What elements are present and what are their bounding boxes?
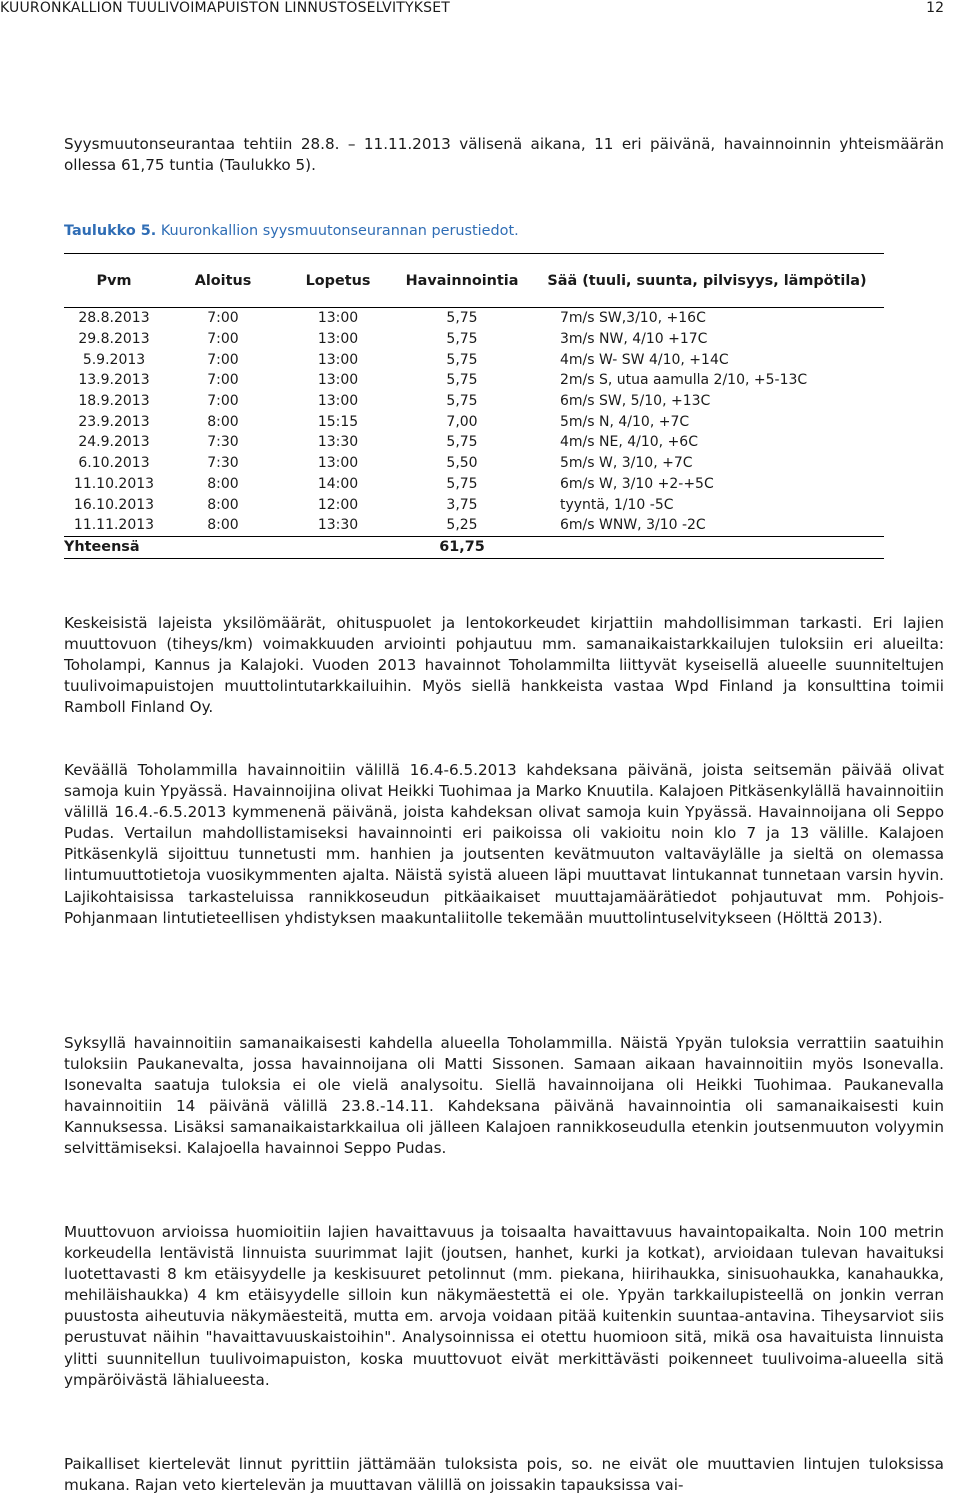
table-row xyxy=(64,411,884,432)
cell-weather: 2m/s S, utua aamulla 2/10, +5-13C xyxy=(560,372,808,389)
cell-weather: 6m/s WNW, 3/10 -2C xyxy=(560,517,706,534)
cell-end: 13:00 xyxy=(317,372,359,389)
col-header-start: Aloitus xyxy=(194,272,252,289)
total-label: Yhteensä xyxy=(64,539,140,556)
cell-start: 8:00 xyxy=(207,475,239,492)
cell-start: 8:00 xyxy=(207,517,239,534)
cell-start: 7:00 xyxy=(207,372,239,389)
table-row xyxy=(64,432,884,453)
paragraph-spring: Keväällä Toholammilla havainnoitiin välillä 16.4-6.5.2013 kahdeksana päivänä, joista seitsemän päivää olivat samoja kuin Ypyässä. Havainnoijina olivat Heikki Tuohimaa ja Marko Knuutila. Kalajoen Pitkäsenkylällä havainnoitiin välillä 16.4.-6.5.2013 kymmenenä päivänä, joista kahdeksan olivat samoja kuin Ypyässä. Havainnoijana oli Seppo Pudas. Vertailun mahdollistamiseksi havainnointi eri paikoissa oli vakioitu noin klo 7 ja 13 välille. Kalajoen Pitkäsenkylä sijoittuu tunnetusti mm. hanhien ja joutsenten kevätmuuton valtaväylälle ja sieltä on olemassa lintumuuttotietoja vuosikymmenten ajalta. Näistä syistä alueen läpi muuttavat lintukannat tunnetaan varsin hyvin. Lajikohtaisissa tarkasteluissa rannikkoseudun pitkäaikaiset muuttajamäärätiedot pohjautuvat mm. Pohjois-Pohjanmaan lintutieteellisen yhdistyksen maakuntaliitolle tekemään muuttolintuselvitykseen (Hölttä 2013). xyxy=(64,761,944,927)
table-row xyxy=(64,453,884,474)
cell-start: 7:00 xyxy=(207,310,239,327)
table-row xyxy=(64,370,884,391)
paragraph-methods: Keskeisistä lajeista yksilömäärät, ohituspuolet ja lentokorkeudet kirjattiin mahdollisimman tarkasti. Eri lajien muuttovuon (tiheys/km) voimakkuuden arviointi pohjautuu mm. samanaikaistarkkailujen tuloksiin eri alueilta: Toholampi, Kannus ja Kalajoki. Vuoden 2013 havainnot Toholammilta liittyvät kyseisellä alueelle suunniteltujen tuulivoimapuistojen muuttolintutarkkailuihin. Myös siellä hankkeista vastaa Wpd Finland ja konsulttina toimii Ramboll Finland Oy. xyxy=(64,614,944,717)
cell-weather: 6m/s SW, 5/10, +13C xyxy=(560,393,711,410)
cell-hours: 5,75 xyxy=(446,310,478,327)
cell-end: 12:00 xyxy=(317,496,359,513)
cell-start: 7:30 xyxy=(207,455,239,472)
cell-start: 7:00 xyxy=(207,393,239,410)
cell-start: 8:00 xyxy=(207,413,239,430)
document-title: KUURONKALLION TUULIVOIMAPUISTON LINNUSTOSELVITYKSET xyxy=(0,0,451,16)
cell-hours: 5,75 xyxy=(446,393,478,410)
cell-date: 18.9.2013 xyxy=(78,393,150,410)
paragraph-autumn: Syksyllä havainnoitiin samanaikaisesti kahdella alueella Toholammilla. Näistä Ypyän tuloksia verrattiin saatuihin tuloksiin Paukanevalta, jossa havainnoijana oli Matti Sissonen. Samaan aikaan havainnoitiin myös Isonevalla. Isonevalta saatuja tuloksia ei ole vielä analysoitu. Siellä havainnoijana oli Heikki Tuohimaa. Paukanevalla havainnoitiin 14 päivänä välillä 23.8.-14.11. Kahdeksana päivänä havainnointia oli samanaikaisesti kuin Kannuksessa. Lisäksi samanaikaistarkkailua oli jälleen Kalajoen rannikkoseudulla etenkin joutsenmuuton volyymin selvittämiseksi. Kalajoella havainnoi Seppo Pudas. xyxy=(64,1034,944,1158)
cell-weather: tyyntä, 1/10 -5C xyxy=(560,496,674,513)
cell-weather: 4m/s NE, 4/10, +6C xyxy=(560,434,698,451)
cell-hours: 5,75 xyxy=(446,351,478,368)
cell-weather: 5m/s N, 4/10, +7C xyxy=(560,413,690,430)
cell-end: 13:00 xyxy=(317,310,359,327)
cell-start: 8:00 xyxy=(207,496,239,513)
col-header-weather: Sää (tuuli, suunta, pilvisyys, lämpötila) xyxy=(547,272,867,289)
cell-date: 11.10.2013 xyxy=(73,475,155,492)
cell-end: 15:15 xyxy=(317,413,359,430)
cell-start: 7:00 xyxy=(207,331,239,348)
table-row xyxy=(64,329,884,350)
cell-date: 29.8.2013 xyxy=(78,331,150,348)
cell-weather: 4m/s W- SW 4/10, +14C xyxy=(560,351,729,368)
cell-date: 6.10.2013 xyxy=(78,455,150,472)
cell-end: 13:00 xyxy=(317,455,359,472)
cell-start: 7:30 xyxy=(207,434,239,451)
table-row xyxy=(64,474,884,495)
cell-hours: 5,75 xyxy=(446,372,478,389)
table-row xyxy=(64,515,884,536)
cell-weather: 6m/s W, 3/10 +2-+5C xyxy=(560,475,714,492)
cell-date: 13.9.2013 xyxy=(78,372,150,389)
cell-date: 11.11.2013 xyxy=(73,517,155,534)
col-header-hours: Havainnointia xyxy=(405,272,519,289)
cell-hours: 5,75 xyxy=(446,434,478,451)
cell-end: 13:30 xyxy=(317,434,359,451)
table-caption-text: Kuuronkallion syysmuutonseurannan perustiedot. xyxy=(160,223,519,239)
page-header xyxy=(0,0,960,14)
cell-weather: 7m/s SW,3/10, +16C xyxy=(560,310,706,327)
cell-date: 5.9.2013 xyxy=(82,351,146,368)
cell-hours: 5,75 xyxy=(446,331,478,348)
cell-hours: 3,75 xyxy=(446,496,478,513)
cell-date: 28.8.2013 xyxy=(78,310,150,327)
cell-end: 13:00 xyxy=(317,351,359,368)
intro-paragraph: Syysmuutonseurantaa tehtiin 28.8. – 11.11.2013 välisenä aikana, 11 eri päivänä, havainnoinnin yhteismäärän ollessa 61,75 tuntia (Taulukko 5). xyxy=(64,135,944,175)
cell-weather: 5m/s W, 3/10, +7C xyxy=(560,455,693,472)
col-header-date: Pvm xyxy=(96,272,132,289)
cell-hours: 5,75 xyxy=(446,475,478,492)
table-row xyxy=(64,308,884,329)
total-value: 61,75 xyxy=(439,539,485,556)
cell-hours: 5,50 xyxy=(446,455,478,472)
cell-end: 13:00 xyxy=(317,393,359,410)
table-total-row xyxy=(64,536,884,558)
cell-end: 14:00 xyxy=(317,475,359,492)
cell-date: 24.9.2013 xyxy=(78,434,150,451)
table-caption xyxy=(64,223,519,239)
cell-start: 7:00 xyxy=(207,351,239,368)
paragraph-flux: Muuttovuon arvioissa huomioitiin lajien havaittavuus ja toisaalta havaittavuus havaintopaikalta. Noin 100 metrin korkeudella lentävistä linnuista suurimmat lajit (joutsen, hanhet, kurki ja kotkat), arvioidaan tulevan havaituksi luotettavasti 8 km etäisyydelle ja keskisuuret petolinnut (mm. piekana, hiirihaukka, sinisuohaukka, kanahaukka, mehiläishaukka) 4 km etäisyydelle silloin kun näkymäestettä ei ole. Ypyän tarkkailupisteellä on jonkin verran puustosta aiheutuvia näkymäesteitä, mutta em. arvoja voidaan pitää kuitenkin suuntaa-antavina. Tiheysarviot siis perustuvat näihin "havaittavuuskaistoihin". Analysoinnissa ei otettu huomioon sitä, mikä osa havaituista linnuista ylitti suunnitellun tuulivoimapuiston, koska muuttovuot eivät merkittävästi poikenneet tuulivoima-alueella sitä ympäröivästä lähialueesta. xyxy=(64,1223,944,1389)
table-row xyxy=(64,494,884,515)
table-header-row xyxy=(64,254,884,308)
table-row xyxy=(64,349,884,370)
col-header-end: Lopetus xyxy=(305,272,371,289)
cell-hours: 7,00 xyxy=(446,413,478,430)
cell-end: 13:00 xyxy=(317,331,359,348)
table-body xyxy=(64,308,884,537)
table-row xyxy=(64,391,884,412)
table-caption-label: Taulukko 5. xyxy=(64,223,157,239)
cell-hours: 5,25 xyxy=(446,517,478,534)
survey-table xyxy=(64,253,884,559)
cell-date: 23.9.2013 xyxy=(78,413,150,430)
cell-weather: 3m/s NW, 4/10 +17C xyxy=(560,331,708,348)
page-number: 12 xyxy=(926,0,944,16)
cell-end: 13:30 xyxy=(317,517,359,534)
paragraph-local-birds: Paikalliset kiertelevät linnut pyrittiin jättämään tuloksista pois, so. ne eivät ole muuttavien lintujen tuloksissa mukana. Rajan veto kiertelevän ja muuttavan välillä on joissakin tapauksissa vai- xyxy=(64,1455,944,1495)
cell-date: 16.10.2013 xyxy=(73,496,155,513)
